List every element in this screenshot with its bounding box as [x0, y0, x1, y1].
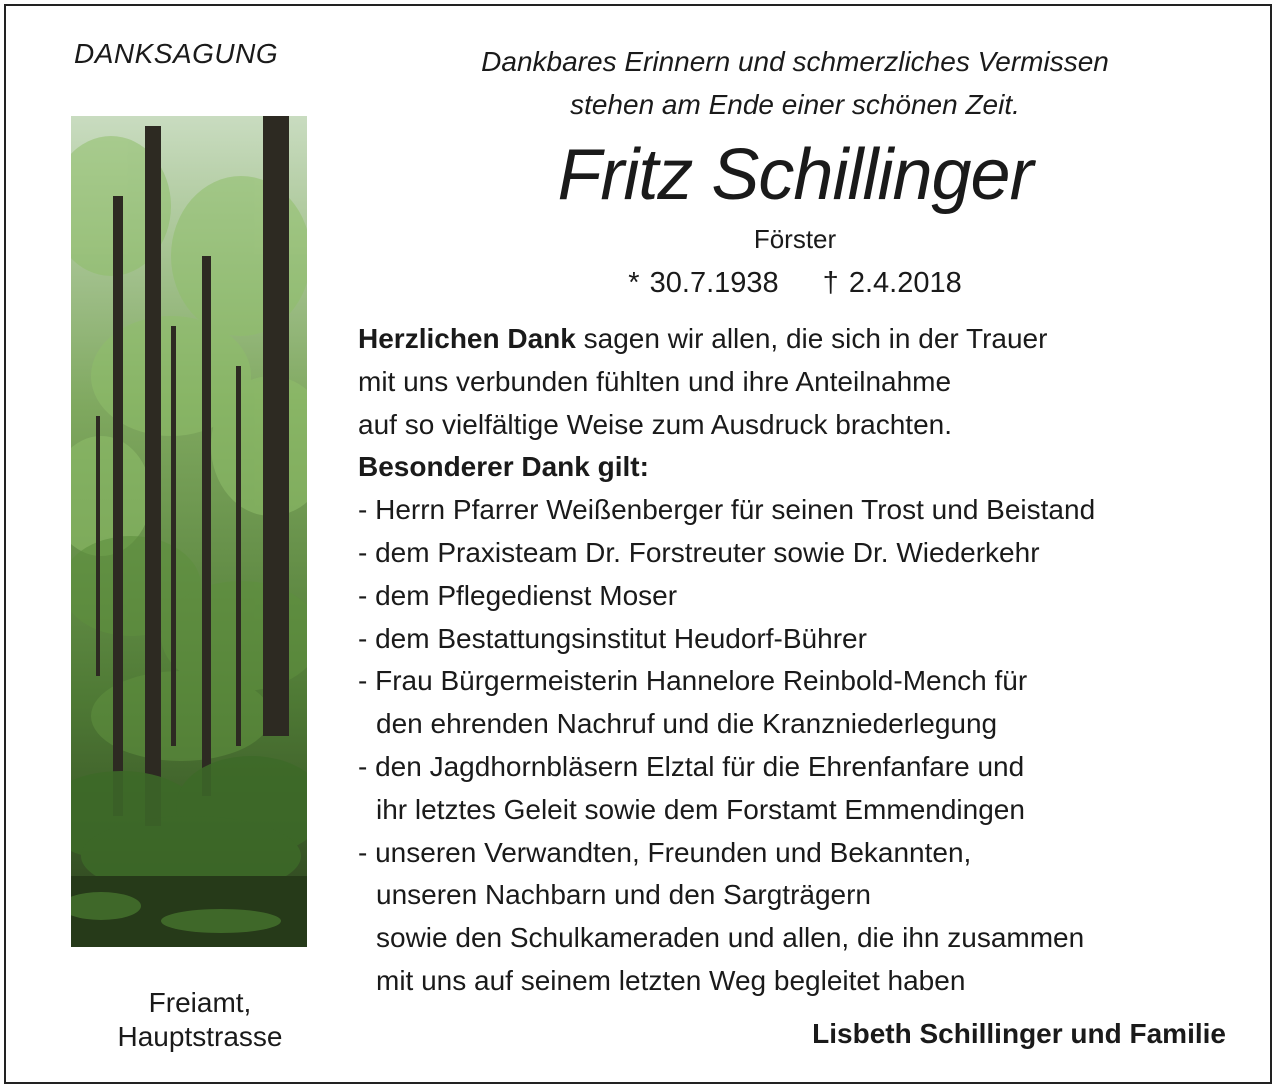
header-label: DANKSAGUNG: [74, 38, 279, 69]
thanks-line: auf so vielfältige Weise zum Ausdruck brachten.: [358, 408, 953, 440]
special-item: - dem Pflegedienst Moser: [358, 579, 678, 611]
special-heading: Besonderer Dank gilt:: [358, 451, 649, 483]
thanks-line: [358, 318, 1238, 361]
deceased-name: Fritz Schillinger: [557, 135, 1033, 215]
address: [60, 986, 340, 1054]
thanks-lead-rest: sagen wir allen, die sich in der Trauer: [575, 323, 1048, 354]
special-item: - Herrn Pfarrer Weißenberger für seinen Trost und Beistand: [358, 494, 1096, 526]
thanks-lead: Herzlichen Dank: [358, 323, 576, 354]
special-item: unseren Nachbarn und den Sargträgern: [376, 879, 872, 911]
special-item: ihr letztes Geleit sowie dem Forstamt Emmendingen: [376, 793, 1025, 825]
thanks-text: [358, 318, 1238, 1003]
special-item: - dem Praxisteam Dr. Forstreuter sowie Dr. Wiederkehr: [358, 536, 1040, 568]
intro-line: stehen am Ende einer schönen Zeit.: [570, 89, 1020, 120]
special-item: - dem Bestattungsinstitut Heudorf-Bührer: [358, 622, 867, 654]
special-item: - Frau Bürgermeisterin Hannelore Reinbold-Mench für: [358, 665, 1028, 697]
life-dates: [390, 264, 1200, 302]
intro-text: [390, 40, 1200, 126]
special-item: - den Jagdhornbläsern Elztal für die Ehrenfanfare und: [358, 750, 1025, 782]
special-item: - unseren Verwandten, Freunden und Bekannten,: [358, 836, 972, 868]
special-item: mit uns auf seinem letzten Weg begleitet haben: [376, 964, 966, 996]
profession: Förster: [753, 224, 837, 254]
death-date: † 2.4.2018: [822, 267, 962, 299]
signature: Lisbeth Schillinger und Familie: [812, 1018, 1226, 1049]
address-line: Hauptstrasse: [117, 1021, 283, 1052]
forest-photo: [71, 116, 307, 947]
thanks-line: mit uns verbunden fühlten und ihre Anteilnahme: [358, 365, 952, 397]
special-item: den ehrenden Nachruf und die Kranzniederlegung: [376, 708, 998, 740]
intro-line: Dankbares Erinnern und schmerzliches Vermissen: [481, 46, 1109, 77]
birth-date: * 30.7.1938: [628, 267, 779, 299]
special-item: sowie den Schulkameraden und allen, die ihn zusammen: [376, 922, 1085, 954]
address-line: Freiamt,: [148, 987, 252, 1018]
